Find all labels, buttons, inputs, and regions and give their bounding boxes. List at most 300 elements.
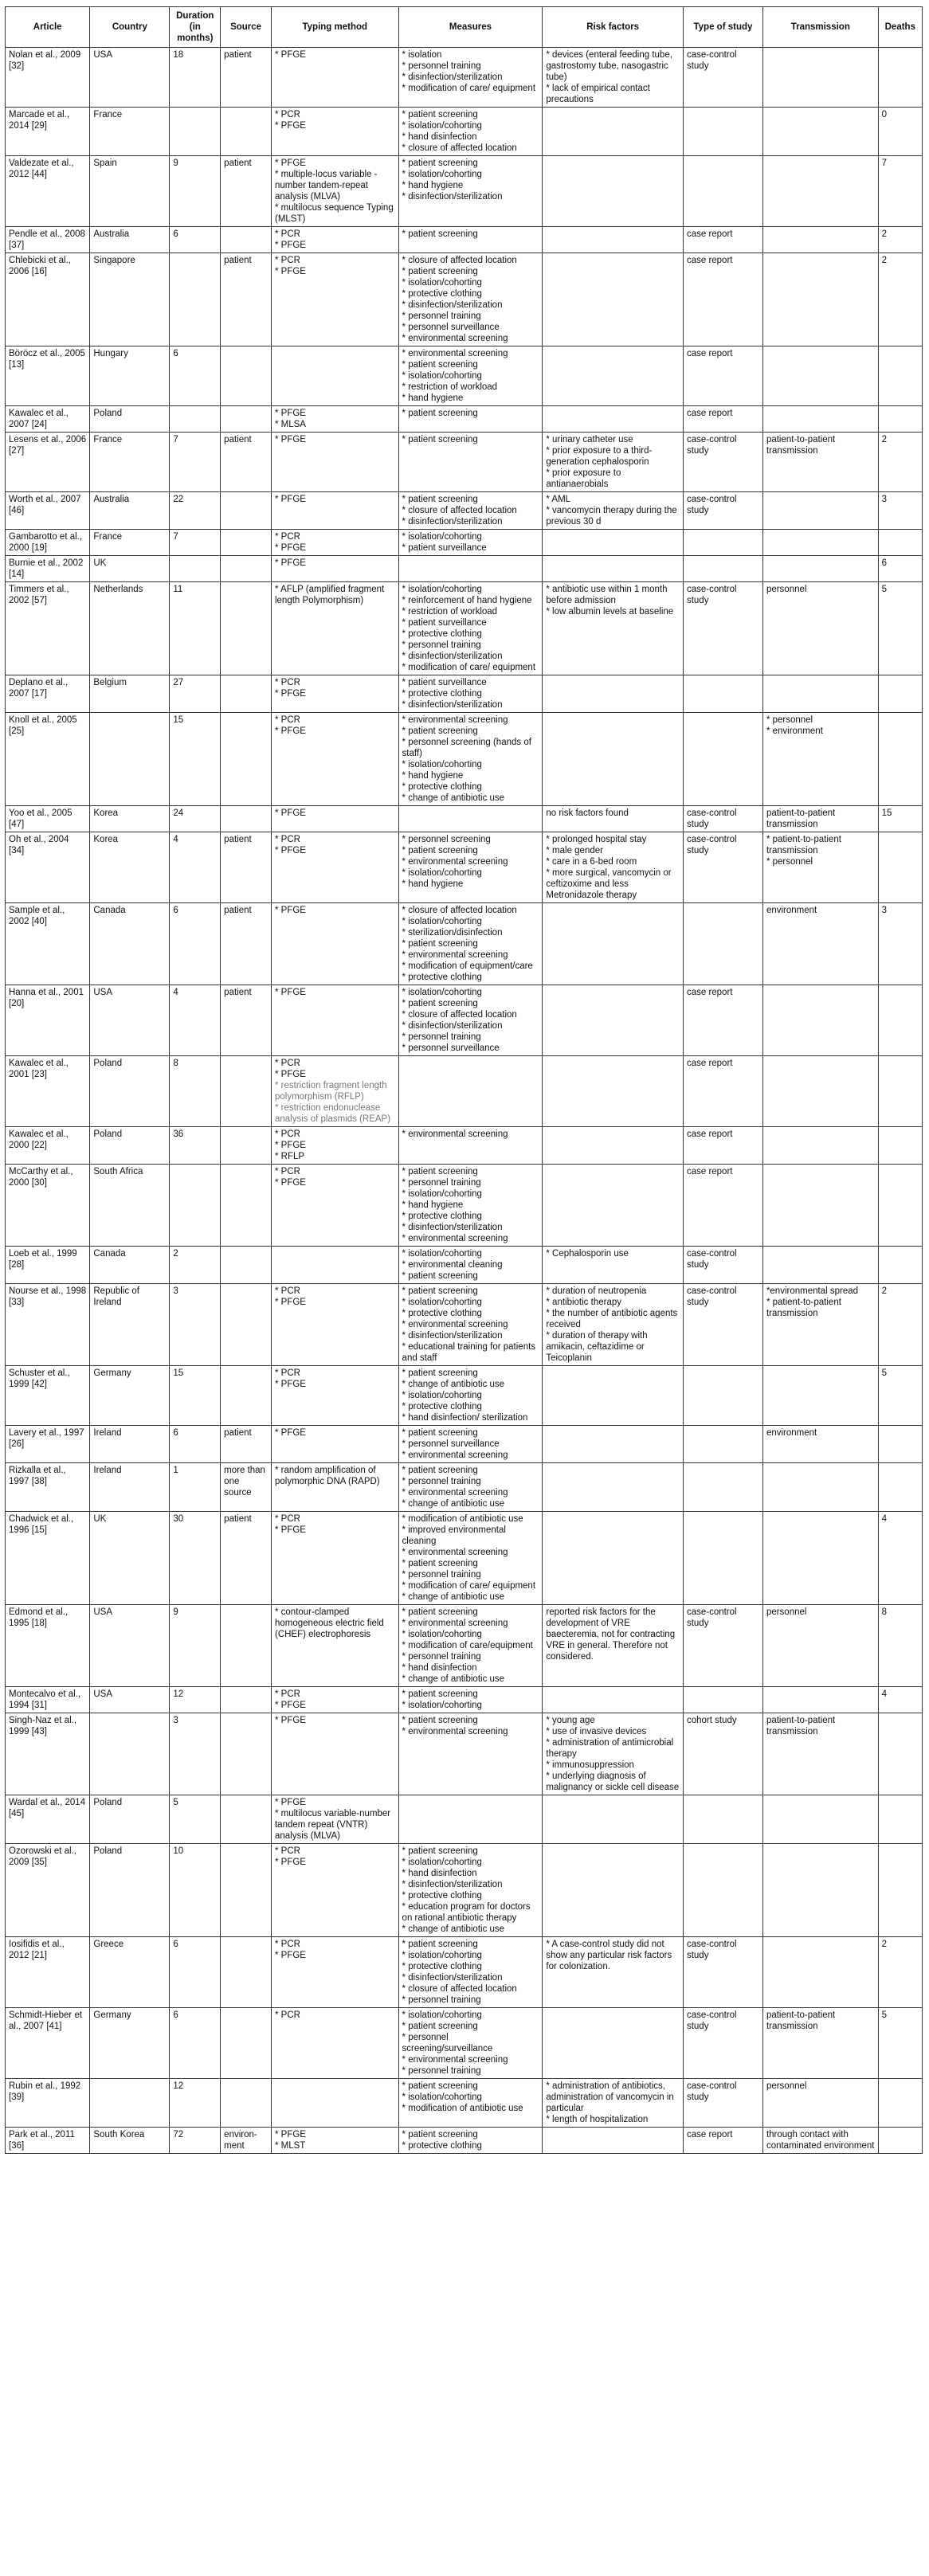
- article-cell-text: Burnie et al., 2002 [14]: [9, 558, 84, 579]
- duration-cell: [170, 1605, 221, 1687]
- measures-cell: [398, 1795, 543, 1844]
- measures-cell-text: * isolation/cohorting: [402, 1298, 482, 1307]
- duration-cell: [170, 806, 221, 832]
- source-cell: [221, 1056, 272, 1127]
- country-cell-text: Australia: [93, 495, 130, 504]
- measures-cell: [398, 227, 543, 253]
- deaths-cell: [878, 903, 922, 985]
- duration-cell-text: 6: [173, 906, 178, 915]
- measures-cell-text: * educational training for patients and staff: [402, 1342, 536, 1363]
- measures-cell: [398, 1426, 543, 1463]
- country-cell-text: Republic of Ireland: [93, 1286, 139, 1307]
- type-of-study-cell: [683, 156, 762, 227]
- country-cell: [90, 582, 170, 675]
- measures-cell-text: * patient screening: [402, 2130, 478, 2139]
- measures-cell-text: * restriction of workload: [402, 382, 498, 392]
- article-cell-text: Singh-Naz et al., 1999 [43]: [9, 1716, 77, 1736]
- country-cell: [90, 156, 170, 227]
- table-row: [6, 903, 923, 985]
- risk-factors-cell-text: * prolonged hospital stay: [546, 835, 647, 844]
- measures-cell-text: * environmental screening: [402, 2055, 508, 2065]
- measures-cell-text: * isolation/cohorting: [402, 917, 482, 926]
- country-cell-text: USA: [93, 50, 113, 60]
- table-row: [6, 406, 923, 433]
- measures-cell-text: * disinfection/sterilization: [402, 1331, 503, 1341]
- risk-factors-cell: [543, 492, 684, 530]
- country-cell-text: Ireland: [93, 1466, 122, 1475]
- duration-cell-text: 15: [173, 1368, 184, 1378]
- country-cell: [90, 1426, 170, 1463]
- duration-cell-text: 24: [173, 808, 184, 818]
- article-cell: [6, 675, 90, 713]
- article-cell-text: McCarthy et al., 2000 [30]: [9, 1167, 73, 1188]
- country-cell: [90, 530, 170, 556]
- table-row: [6, 253, 923, 346]
- typing-method-cell-text: * PFGE: [274, 1070, 306, 1079]
- country-cell-text: Poland: [93, 409, 123, 418]
- source-cell: [221, 1426, 272, 1463]
- country-cell-text: Netherlands: [93, 585, 143, 594]
- duration-cell: [170, 108, 221, 156]
- measures-cell-text: * hand hygiene: [402, 879, 464, 889]
- measures-cell: [398, 903, 543, 985]
- country-cell: [90, 1247, 170, 1284]
- transmission-cell: [762, 492, 878, 530]
- source-cell: [221, 832, 272, 903]
- measures-cell-text: * environmental screening: [402, 1619, 508, 1628]
- measures-cell: [398, 433, 543, 492]
- measures-cell-text: * patient screening: [402, 435, 478, 444]
- risk-factors-cell-text: * more surgical, vancomycin or ceftizoxime and less Metronidazole therapy: [546, 868, 672, 900]
- typing-method-cell-text: * PFGE: [274, 1701, 306, 1710]
- table-row: [6, 227, 923, 253]
- deaths-cell-text: 4: [881, 1689, 888, 1699]
- measures-cell-text: * modification of care/ equipment: [402, 1581, 536, 1591]
- transmission-cell: [762, 1247, 878, 1284]
- article-cell: [6, 1247, 90, 1284]
- transmission-cell: [762, 1127, 878, 1165]
- measures-cell-text: * isolation/cohorting: [402, 988, 482, 997]
- typing-method-cell-text: * PFGE: [274, 726, 306, 736]
- transmission-cell: [762, 2079, 878, 2128]
- measures-cell: [398, 1127, 543, 1165]
- country-cell: [90, 832, 170, 903]
- measures-cell-text: * change of antibiotic use: [402, 1924, 505, 1934]
- typing-method-cell: [271, 2128, 398, 2154]
- country-cell-text: Hungary: [93, 349, 128, 358]
- measures-cell-text: * disinfection/sterilization: [402, 1223, 503, 1232]
- measures-cell-text: * patient surveillance: [402, 678, 487, 687]
- measures-cell-text: * personnel training: [402, 2066, 481, 2076]
- source-cell-text: environ-ment: [224, 2130, 257, 2151]
- country-cell-text: Canada: [93, 1249, 126, 1259]
- typing-method-cell: [271, 1165, 398, 1247]
- article-cell: [6, 2128, 90, 2154]
- measures-cell-text: * isolation/cohorting: [402, 1630, 482, 1639]
- source-cell-text: patient: [224, 159, 252, 168]
- deaths-cell-text: 5: [881, 2010, 888, 2020]
- measures-cell-text: * protective clothing: [402, 689, 482, 699]
- source-cell: [221, 2008, 272, 2079]
- article-cell: [6, 492, 90, 530]
- risk-factors-cell: [543, 1795, 684, 1844]
- table-row: [6, 1056, 923, 1127]
- measures-cell-text: * patient screening: [402, 2022, 478, 2031]
- deaths-cell-text: 2: [881, 1940, 888, 1949]
- article-cell: [6, 433, 90, 492]
- transmission-cell: [762, 108, 878, 156]
- typing-method-cell-text: * PFGE: [274, 543, 306, 553]
- risk-factors-cell: [543, 985, 684, 1056]
- transmission-cell: [762, 1795, 878, 1844]
- country-cell-text: France: [93, 435, 123, 444]
- duration-cell: [170, 1056, 221, 1127]
- measures-cell-text: * protective clothing: [402, 629, 482, 639]
- country-cell-text: Singapore: [93, 256, 135, 265]
- measures-cell: [398, 556, 543, 582]
- typing-method-cell-text: * PCR: [274, 229, 300, 239]
- duration-cell: [170, 406, 221, 433]
- type-of-study-cell: [683, 832, 762, 903]
- risk-factors-cell: [543, 156, 684, 227]
- typing-method-cell-text: * RFLP: [274, 1152, 305, 1161]
- country-cell: [90, 1165, 170, 1247]
- table-row: [6, 1937, 923, 2008]
- measures-cell-text: * personnel training: [402, 640, 481, 650]
- typing-method-cell-text: * PFGE: [274, 495, 306, 504]
- typing-method-cell-text: * PCR: [274, 678, 300, 687]
- risk-factors-cell: [543, 675, 684, 713]
- type-of-study-cell: [683, 1127, 762, 1165]
- duration-cell: [170, 1247, 221, 1284]
- typing-method-cell: [271, 1284, 398, 1366]
- deaths-cell: [878, 806, 922, 832]
- transmission-cell: [762, 253, 878, 346]
- table-row: [6, 985, 923, 1056]
- header-country: Country: [90, 7, 170, 48]
- measures-cell-text: * environmental screening: [402, 1320, 508, 1329]
- deaths-cell: [878, 346, 922, 406]
- table-row: [6, 492, 923, 530]
- country-cell: [90, 1512, 170, 1605]
- deaths-cell: [878, 1426, 922, 1463]
- country-cell: [90, 346, 170, 406]
- measures-cell-text: * environmental screening: [402, 1450, 508, 1460]
- measures-cell-text: * patient screening: [402, 1368, 478, 1378]
- measures-cell-text: * change of antibiotic use: [402, 1592, 505, 1602]
- country-cell-text: Poland: [93, 1059, 123, 1068]
- risk-factors-cell: [543, 582, 684, 675]
- source-cell: [221, 1165, 272, 1247]
- measures-cell: [398, 1366, 543, 1426]
- measures-cell-text: * patient screening: [402, 110, 478, 119]
- risk-factors-cell: [543, 1426, 684, 1463]
- typing-method-cell: [271, 2079, 398, 2128]
- transmission-cell: [762, 582, 878, 675]
- measures-cell-text: * personnel surveillance: [402, 1439, 500, 1449]
- table-row: [6, 1426, 923, 1463]
- source-cell-text: patient: [224, 1428, 252, 1438]
- type-of-study-cell: [683, 1937, 762, 2008]
- measures-cell: [398, 2008, 543, 2079]
- table-row: [6, 1844, 923, 1937]
- deaths-cell: [878, 406, 922, 433]
- typing-method-cell-text: * contour-clamped homogeneous electric field (CHEF) electrophoresis: [274, 1607, 384, 1639]
- table-row: [6, 675, 923, 713]
- typing-method-cell: [271, 1605, 398, 1687]
- duration-cell-text: 27: [173, 678, 184, 687]
- deaths-cell: [878, 433, 922, 492]
- deaths-cell-text: 5: [881, 1368, 888, 1378]
- measures-cell-text: * personnel surveillance: [402, 1043, 500, 1053]
- duration-cell-text: 4: [173, 988, 178, 997]
- risk-factors-cell-text: * A case-control study did not show any particular risk factors for colonization.: [546, 1940, 672, 1971]
- measures-cell-text: * patient screening: [402, 939, 478, 949]
- country-cell: [90, 1713, 170, 1795]
- typing-method-cell: [271, 1247, 398, 1284]
- type-of-study-cell: [683, 556, 762, 582]
- source-cell: [221, 227, 272, 253]
- duration-cell-text: 6: [173, 2010, 178, 2020]
- measures-cell: [398, 1605, 543, 1687]
- type-of-study-cell: [683, 1795, 762, 1844]
- source-cell: [221, 806, 272, 832]
- typing-method-cell-text: * PCR: [274, 1368, 300, 1378]
- header-risk-factors: Risk factors: [543, 7, 684, 48]
- country-cell-text: Canada: [93, 906, 126, 915]
- typing-method-cell: [271, 582, 398, 675]
- type-of-study-cell-text: case-control study: [686, 1607, 737, 1628]
- typing-method-cell-text: * PCR: [274, 835, 300, 844]
- article-cell-text: Chlebicki et al., 2006 [16]: [9, 256, 71, 276]
- typing-method-cell-text: * PCR: [274, 532, 300, 542]
- country-cell: [90, 253, 170, 346]
- deaths-cell: [878, 1713, 922, 1795]
- duration-cell: [170, 832, 221, 903]
- table-row: [6, 530, 923, 556]
- measures-cell-text: * disinfection/sterilization: [402, 72, 503, 82]
- country-cell-text: Germany: [93, 1368, 131, 1378]
- transmission-cell: [762, 227, 878, 253]
- transmission-cell: [762, 1713, 878, 1795]
- deaths-cell: [878, 48, 922, 108]
- measures-cell-text: * change of antibiotic use: [402, 793, 505, 803]
- deaths-cell: [878, 1605, 922, 1687]
- measures-cell-text: * isolation/cohorting: [402, 1858, 482, 1867]
- header-transmission: Transmission: [762, 7, 878, 48]
- duration-cell: [170, 492, 221, 530]
- type-of-study-cell: [683, 1426, 762, 1463]
- risk-factors-cell: [543, 1512, 684, 1605]
- country-cell-text: France: [93, 532, 123, 542]
- typing-method-cell-text: * multiple-locus variable -number tandem-repeat analysis (MLVA): [274, 170, 378, 202]
- measures-cell-text: * isolation/cohorting: [402, 1189, 482, 1199]
- type-of-study-cell-text: case-control study: [686, 808, 737, 829]
- type-of-study-cell: [683, 48, 762, 108]
- typing-method-cell-text: * PFGE: [274, 50, 306, 60]
- typing-method-cell-text: * PFGE: [274, 1178, 306, 1188]
- type-of-study-cell: [683, 433, 762, 492]
- measures-cell-text: * personnel surveillance: [402, 323, 500, 332]
- type-of-study-cell: [683, 903, 762, 985]
- risk-factors-cell-text: reported risk factors for the development of VRE baecteremia, not for contracting VRE in general. Therefore not considered.: [546, 1607, 676, 1662]
- country-cell-text: South Korea: [93, 2130, 145, 2139]
- deaths-cell: [878, 556, 922, 582]
- typing-method-cell-text: * PFGE: [274, 159, 306, 168]
- measures-cell-text: * isolation/cohorting: [402, 1701, 482, 1710]
- risk-factors-cell-text: * duration of therapy with amikacin, ceftazidime or Teicoplanin: [546, 1331, 648, 1363]
- article-cell: [6, 582, 90, 675]
- duration-cell-text: 36: [173, 1129, 184, 1139]
- duration-cell: [170, 2008, 221, 2079]
- country-cell-text: Belgium: [93, 678, 127, 687]
- typing-method-cell: [271, 108, 398, 156]
- country-cell: [90, 48, 170, 108]
- risk-factors-cell-text: no risk factors found: [546, 808, 629, 818]
- transmission-cell-text: * personnel: [766, 857, 813, 867]
- typing-method-cell-text: * PFGE: [274, 121, 306, 131]
- article-cell: [6, 806, 90, 832]
- country-cell: [90, 806, 170, 832]
- source-cell-text: patient: [224, 256, 252, 265]
- risk-factors-cell: [543, 903, 684, 985]
- article-cell: [6, 556, 90, 582]
- measures-cell-text: * patient screening: [402, 1286, 478, 1296]
- duration-cell: [170, 48, 221, 108]
- duration-cell: [170, 1512, 221, 1605]
- risk-factors-cell-text: * prior exposure to antianaerobials: [546, 468, 621, 489]
- article-cell-text: Gambarotto et al., 2000 [19]: [9, 532, 83, 553]
- article-cell-text: Kawalec et al., 2001 [23]: [9, 1059, 69, 1079]
- source-cell: [221, 985, 272, 1056]
- risk-factors-cell-text: * vancomycin therapy during the previous 30 d: [546, 506, 677, 527]
- duration-cell: [170, 346, 221, 406]
- measures-cell-text: * hand hygiene: [402, 393, 464, 403]
- source-cell: [221, 433, 272, 492]
- table-row: [6, 1127, 923, 1165]
- measures-cell-text: * disinfection/sterilization: [402, 1021, 503, 1031]
- risk-factors-cell-text: * administration of antibiotics, administration of vancomycin in particular: [546, 2081, 674, 2113]
- duration-cell: [170, 1463, 221, 1512]
- transmission-cell-text: personnel: [766, 585, 807, 594]
- type-of-study-cell: [683, 1165, 762, 1247]
- typing-method-cell-text: * PCR: [274, 1514, 300, 1524]
- country-cell: [90, 1056, 170, 1127]
- measures-cell-text: * personnel training: [402, 61, 481, 71]
- source-cell: [221, 713, 272, 806]
- transmission-cell-text: * personnel: [766, 715, 813, 725]
- duration-cell-text: 3: [173, 1716, 178, 1725]
- source-cell: [221, 675, 272, 713]
- measures-cell-text: * protective clothing: [402, 1402, 482, 1411]
- measures-cell-text: * personnel screening/surveillance: [402, 2033, 493, 2053]
- transmission-cell: [762, 1844, 878, 1937]
- country-cell-text: USA: [93, 1689, 113, 1699]
- risk-factors-cell: [543, 1605, 684, 1687]
- source-cell: [221, 1284, 272, 1366]
- typing-method-cell-text: * PCR: [274, 1689, 300, 1699]
- measures-cell-text: * isolation: [402, 50, 442, 60]
- measures-cell-text: * patient screening: [402, 1559, 478, 1568]
- risk-factors-cell: [543, 253, 684, 346]
- risk-factors-cell: [543, 1463, 684, 1512]
- country-cell: [90, 1937, 170, 2008]
- measures-cell-text: * modification of equipment/care: [402, 961, 533, 971]
- article-cell: [6, 156, 90, 227]
- risk-factors-cell-text: * antibiotic therapy: [546, 1298, 621, 1307]
- country-cell-text: USA: [93, 988, 113, 997]
- source-cell-text: patient: [224, 906, 252, 915]
- measures-cell-text: * personnel training: [402, 1570, 481, 1580]
- typing-method-cell-text: * PFGE: [274, 1716, 306, 1725]
- duration-cell: [170, 1687, 221, 1713]
- duration-cell-text: 18: [173, 50, 184, 60]
- table-row: [6, 48, 923, 108]
- typing-method-cell: [271, 675, 398, 713]
- table-row: [6, 2128, 923, 2154]
- duration-cell-text: 6: [173, 1428, 178, 1438]
- measures-cell-text: * environmental cleaning: [402, 1260, 503, 1270]
- typing-method-cell-text: * PFGE: [274, 689, 306, 699]
- measures-cell: [398, 985, 543, 1056]
- type-of-study-cell: [683, 2008, 762, 2079]
- risk-factors-cell: [543, 406, 684, 433]
- measures-cell-text: * personnel training: [402, 1178, 481, 1188]
- measures-cell: [398, 713, 543, 806]
- transmission-cell: [762, 806, 878, 832]
- deaths-cell: [878, 108, 922, 156]
- article-cell-text: Kawalec et al., 2007 [24]: [9, 409, 69, 429]
- typing-method-cell: [271, 832, 398, 903]
- deaths-cell: [878, 1687, 922, 1713]
- article-cell: [6, 108, 90, 156]
- measures-cell-text: * isolation/cohorting: [402, 2093, 482, 2102]
- duration-cell-text: 11: [173, 585, 183, 594]
- risk-factors-cell-text: * young age: [546, 1716, 595, 1725]
- transmission-cell: [762, 346, 878, 406]
- risk-factors-cell: [543, 832, 684, 903]
- table-row: [6, 433, 923, 492]
- measures-cell: [398, 48, 543, 108]
- measures-cell-text: * environmental screening: [402, 1727, 508, 1736]
- header-measures: Measures: [398, 7, 543, 48]
- table-row: [6, 1463, 923, 1512]
- measures-cell-text: * isolation/cohorting: [402, 585, 482, 594]
- country-cell-text: Poland: [93, 1846, 123, 1856]
- measures-cell: [398, 1284, 543, 1366]
- deaths-cell: [878, 2128, 922, 2154]
- measures-cell-text: * disinfection/sterilization: [402, 517, 503, 527]
- measures-cell-text: * protective clothing: [402, 289, 482, 299]
- source-cell: [221, 1937, 272, 2008]
- typing-method-cell: [271, 1687, 398, 1713]
- duration-cell: [170, 556, 221, 582]
- measures-cell-text: * change of antibiotic use: [402, 1499, 505, 1509]
- measures-cell: [398, 1844, 543, 1937]
- measures-cell: [398, 832, 543, 903]
- typing-method-cell: [271, 530, 398, 556]
- measures-cell-text: * isolation/cohorting: [402, 1951, 482, 1960]
- source-cell: [221, 1687, 272, 1713]
- deaths-cell: [878, 675, 922, 713]
- country-cell-text: Poland: [93, 1798, 123, 1807]
- country-cell-text: Greece: [93, 1940, 124, 1949]
- measures-cell: [398, 675, 543, 713]
- measures-cell: [398, 346, 543, 406]
- measures-cell-text: * patient screening: [402, 360, 478, 370]
- measures-cell-text: * protective clothing: [402, 2141, 482, 2151]
- typing-method-cell-text: * MLSA: [274, 420, 306, 429]
